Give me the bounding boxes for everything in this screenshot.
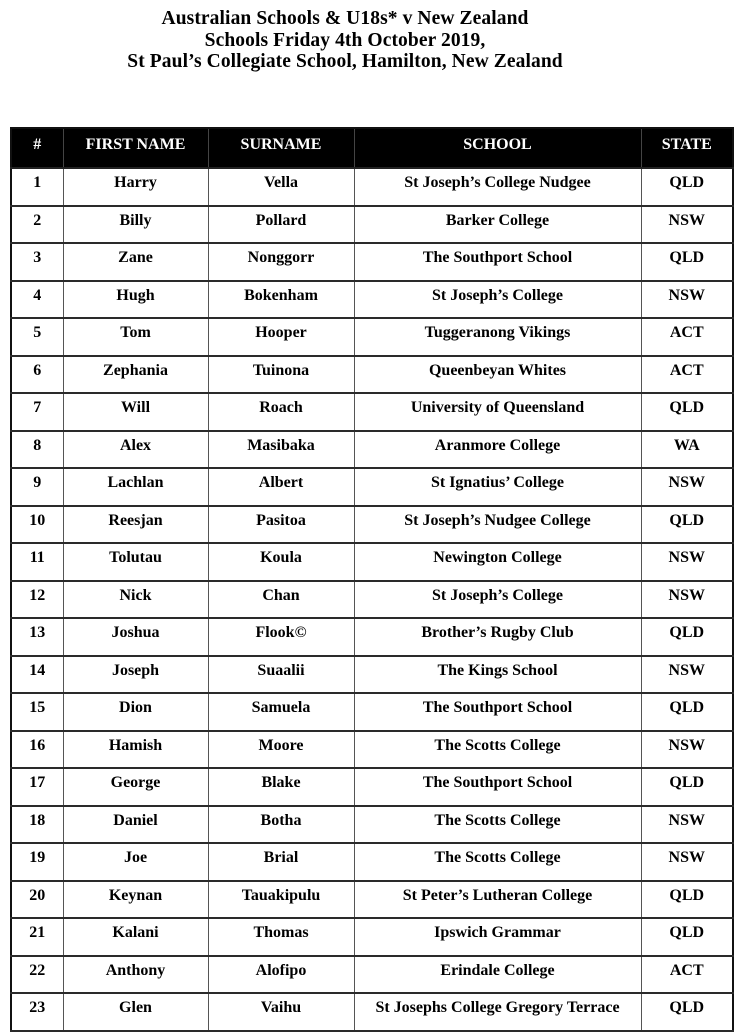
cell-school: St Joseph’s College bbox=[354, 281, 641, 319]
cell-first-name: Will bbox=[63, 393, 208, 431]
title-line-3: St Paul’s Collegiate School, Hamilton, New Zealand bbox=[127, 51, 563, 72]
cell-first-name: Hugh bbox=[63, 281, 208, 319]
cell-number: 17 bbox=[11, 768, 63, 806]
cell-state: QLD bbox=[641, 881, 733, 919]
cell-number: 12 bbox=[11, 581, 63, 619]
cell-number: 3 bbox=[11, 243, 63, 281]
cell-first-name: Anthony bbox=[63, 956, 208, 994]
table-row bbox=[11, 618, 733, 656]
cell-surname: Pasitoa bbox=[208, 506, 354, 544]
cell-school: St Joseph’s College Nudgee bbox=[354, 168, 641, 206]
cell-first-name: Hamish bbox=[63, 731, 208, 769]
cell-state: NSW bbox=[641, 581, 733, 619]
column-header-first-name: FIRST NAME bbox=[63, 128, 208, 168]
cell-state: NSW bbox=[641, 206, 733, 244]
table-row bbox=[11, 468, 733, 506]
cell-number: 10 bbox=[11, 506, 63, 544]
cell-number: 15 bbox=[11, 693, 63, 731]
cell-first-name: Zane bbox=[63, 243, 208, 281]
cell-state: QLD bbox=[641, 768, 733, 806]
cell-number: 22 bbox=[11, 956, 63, 994]
cell-first-name: Tolutau bbox=[63, 543, 208, 581]
cell-school: St Ignatius’ College bbox=[354, 468, 641, 506]
table-row bbox=[11, 693, 733, 731]
cell-number: 18 bbox=[11, 806, 63, 844]
column-header-state: STATE bbox=[641, 128, 733, 168]
cell-number: 20 bbox=[11, 881, 63, 919]
cell-number: 5 bbox=[11, 318, 63, 356]
cell-surname: Tauakipulu bbox=[208, 881, 354, 919]
cell-number: 7 bbox=[11, 393, 63, 431]
cell-school: Aranmore College bbox=[354, 431, 641, 469]
cell-number: 19 bbox=[11, 843, 63, 881]
cell-school: St Josephs College Gregory Terrace bbox=[354, 993, 641, 1031]
cell-surname: Roach bbox=[208, 393, 354, 431]
cell-first-name: Kalani bbox=[63, 918, 208, 956]
cell-number: 16 bbox=[11, 731, 63, 769]
cell-number: 6 bbox=[11, 356, 63, 394]
cell-surname: Botha bbox=[208, 806, 354, 844]
cell-school: Brother’s Rugby Club bbox=[354, 618, 641, 656]
cell-school: The Kings School bbox=[354, 656, 641, 694]
title-line-1: Australian Schools & U18s* v New Zealand bbox=[161, 8, 529, 29]
cell-state: QLD bbox=[641, 506, 733, 544]
players-table-body bbox=[11, 168, 733, 1031]
cell-surname: Brial bbox=[208, 843, 354, 881]
cell-number: 21 bbox=[11, 918, 63, 956]
cell-state: QLD bbox=[641, 918, 733, 956]
cell-state: QLD bbox=[641, 693, 733, 731]
cell-number: 4 bbox=[11, 281, 63, 319]
cell-school: Barker College bbox=[354, 206, 641, 244]
cell-first-name: Keynan bbox=[63, 881, 208, 919]
cell-surname: Vella bbox=[208, 168, 354, 206]
cell-surname: Blake bbox=[208, 768, 354, 806]
cell-state: NSW bbox=[641, 281, 733, 319]
cell-state: NSW bbox=[641, 806, 733, 844]
table-row bbox=[11, 168, 733, 206]
table-row bbox=[11, 431, 733, 469]
cell-first-name: Tom bbox=[63, 318, 208, 356]
cell-surname: Vaihu bbox=[208, 993, 354, 1031]
page-title bbox=[0, 8, 690, 73]
table-row bbox=[11, 581, 733, 619]
cell-state: QLD bbox=[641, 618, 733, 656]
cell-number: 9 bbox=[11, 468, 63, 506]
cell-state: ACT bbox=[641, 356, 733, 394]
cell-school: St Joseph’s College bbox=[354, 581, 641, 619]
cell-surname: Bokenham bbox=[208, 281, 354, 319]
cell-state: ACT bbox=[641, 956, 733, 994]
cell-surname: Albert bbox=[208, 468, 354, 506]
cell-first-name: Nick bbox=[63, 581, 208, 619]
cell-number: 13 bbox=[11, 618, 63, 656]
cell-number: 11 bbox=[11, 543, 63, 581]
cell-school: University of Queensland bbox=[354, 393, 641, 431]
cell-number: 8 bbox=[11, 431, 63, 469]
cell-first-name: Zephania bbox=[63, 356, 208, 394]
table-row bbox=[11, 206, 733, 244]
cell-number: 2 bbox=[11, 206, 63, 244]
cell-school: Newington College bbox=[354, 543, 641, 581]
table-row bbox=[11, 318, 733, 356]
cell-first-name: Daniel bbox=[63, 806, 208, 844]
cell-surname: Moore bbox=[208, 731, 354, 769]
cell-state: NSW bbox=[641, 731, 733, 769]
table-row bbox=[11, 356, 733, 394]
table-row bbox=[11, 281, 733, 319]
cell-surname: Tuinona bbox=[208, 356, 354, 394]
cell-school: Ipswich Grammar bbox=[354, 918, 641, 956]
table-row bbox=[11, 881, 733, 919]
table-row bbox=[11, 543, 733, 581]
cell-first-name: Reesjan bbox=[63, 506, 208, 544]
cell-surname: Nonggorr bbox=[208, 243, 354, 281]
cell-first-name: Alex bbox=[63, 431, 208, 469]
cell-state: ACT bbox=[641, 318, 733, 356]
cell-surname: Masibaka bbox=[208, 431, 354, 469]
title-line-2: Schools Friday 4th October 2019, bbox=[204, 29, 486, 51]
cell-state: QLD bbox=[641, 168, 733, 206]
table-row bbox=[11, 806, 733, 844]
cell-school: St Joseph’s Nudgee College bbox=[354, 506, 641, 544]
cell-first-name: Joe bbox=[63, 843, 208, 881]
column-header-school: SCHOOL bbox=[354, 128, 641, 168]
table-header-row bbox=[11, 128, 733, 168]
table-row bbox=[11, 768, 733, 806]
column-header-number: # bbox=[11, 128, 63, 168]
cell-state: WA bbox=[641, 431, 733, 469]
cell-first-name: Billy bbox=[63, 206, 208, 244]
cell-state: NSW bbox=[641, 656, 733, 694]
table-row bbox=[11, 656, 733, 694]
cell-number: 1 bbox=[11, 168, 63, 206]
cell-school: The Southport School bbox=[354, 768, 641, 806]
cell-school: Erindale College bbox=[354, 956, 641, 994]
cell-first-name: Lachlan bbox=[63, 468, 208, 506]
cell-school: The Southport School bbox=[354, 693, 641, 731]
table-row bbox=[11, 956, 733, 994]
cell-first-name: Glen bbox=[63, 993, 208, 1031]
cell-state: QLD bbox=[641, 393, 733, 431]
cell-surname: Pollard bbox=[208, 206, 354, 244]
cell-state: NSW bbox=[641, 843, 733, 881]
players-table bbox=[10, 127, 734, 1032]
cell-school: The Southport School bbox=[354, 243, 641, 281]
cell-first-name: Dion bbox=[63, 693, 208, 731]
table-row bbox=[11, 918, 733, 956]
cell-surname: Alofipo bbox=[208, 956, 354, 994]
cell-surname: Flook© bbox=[208, 618, 354, 656]
cell-first-name: Joshua bbox=[63, 618, 208, 656]
cell-surname: Koula bbox=[208, 543, 354, 581]
table-row bbox=[11, 843, 733, 881]
cell-surname: Chan bbox=[208, 581, 354, 619]
table-row bbox=[11, 243, 733, 281]
cell-first-name: Harry bbox=[63, 168, 208, 206]
column-header-surname: SURNAME bbox=[208, 128, 354, 168]
cell-school: St Peter’s Lutheran College bbox=[354, 881, 641, 919]
cell-surname: Thomas bbox=[208, 918, 354, 956]
cell-school: Tuggeranong Vikings bbox=[354, 318, 641, 356]
cell-surname: Hooper bbox=[208, 318, 354, 356]
cell-state: QLD bbox=[641, 243, 733, 281]
table-row bbox=[11, 506, 733, 544]
cell-school: The Scotts College bbox=[354, 731, 641, 769]
cell-state: NSW bbox=[641, 543, 733, 581]
cell-number: 23 bbox=[11, 993, 63, 1031]
cell-school: The Scotts College bbox=[354, 806, 641, 844]
table-row bbox=[11, 731, 733, 769]
cell-number: 14 bbox=[11, 656, 63, 694]
table-row bbox=[11, 993, 733, 1031]
cell-surname: Samuela bbox=[208, 693, 354, 731]
cell-school: Queenbeyan Whites bbox=[354, 356, 641, 394]
cell-first-name: Joseph bbox=[63, 656, 208, 694]
cell-school: The Scotts College bbox=[354, 843, 641, 881]
cell-state: QLD bbox=[641, 993, 733, 1031]
cell-surname: Suaalii bbox=[208, 656, 354, 694]
cell-state: NSW bbox=[641, 468, 733, 506]
table-row bbox=[11, 393, 733, 431]
cell-first-name: George bbox=[63, 768, 208, 806]
